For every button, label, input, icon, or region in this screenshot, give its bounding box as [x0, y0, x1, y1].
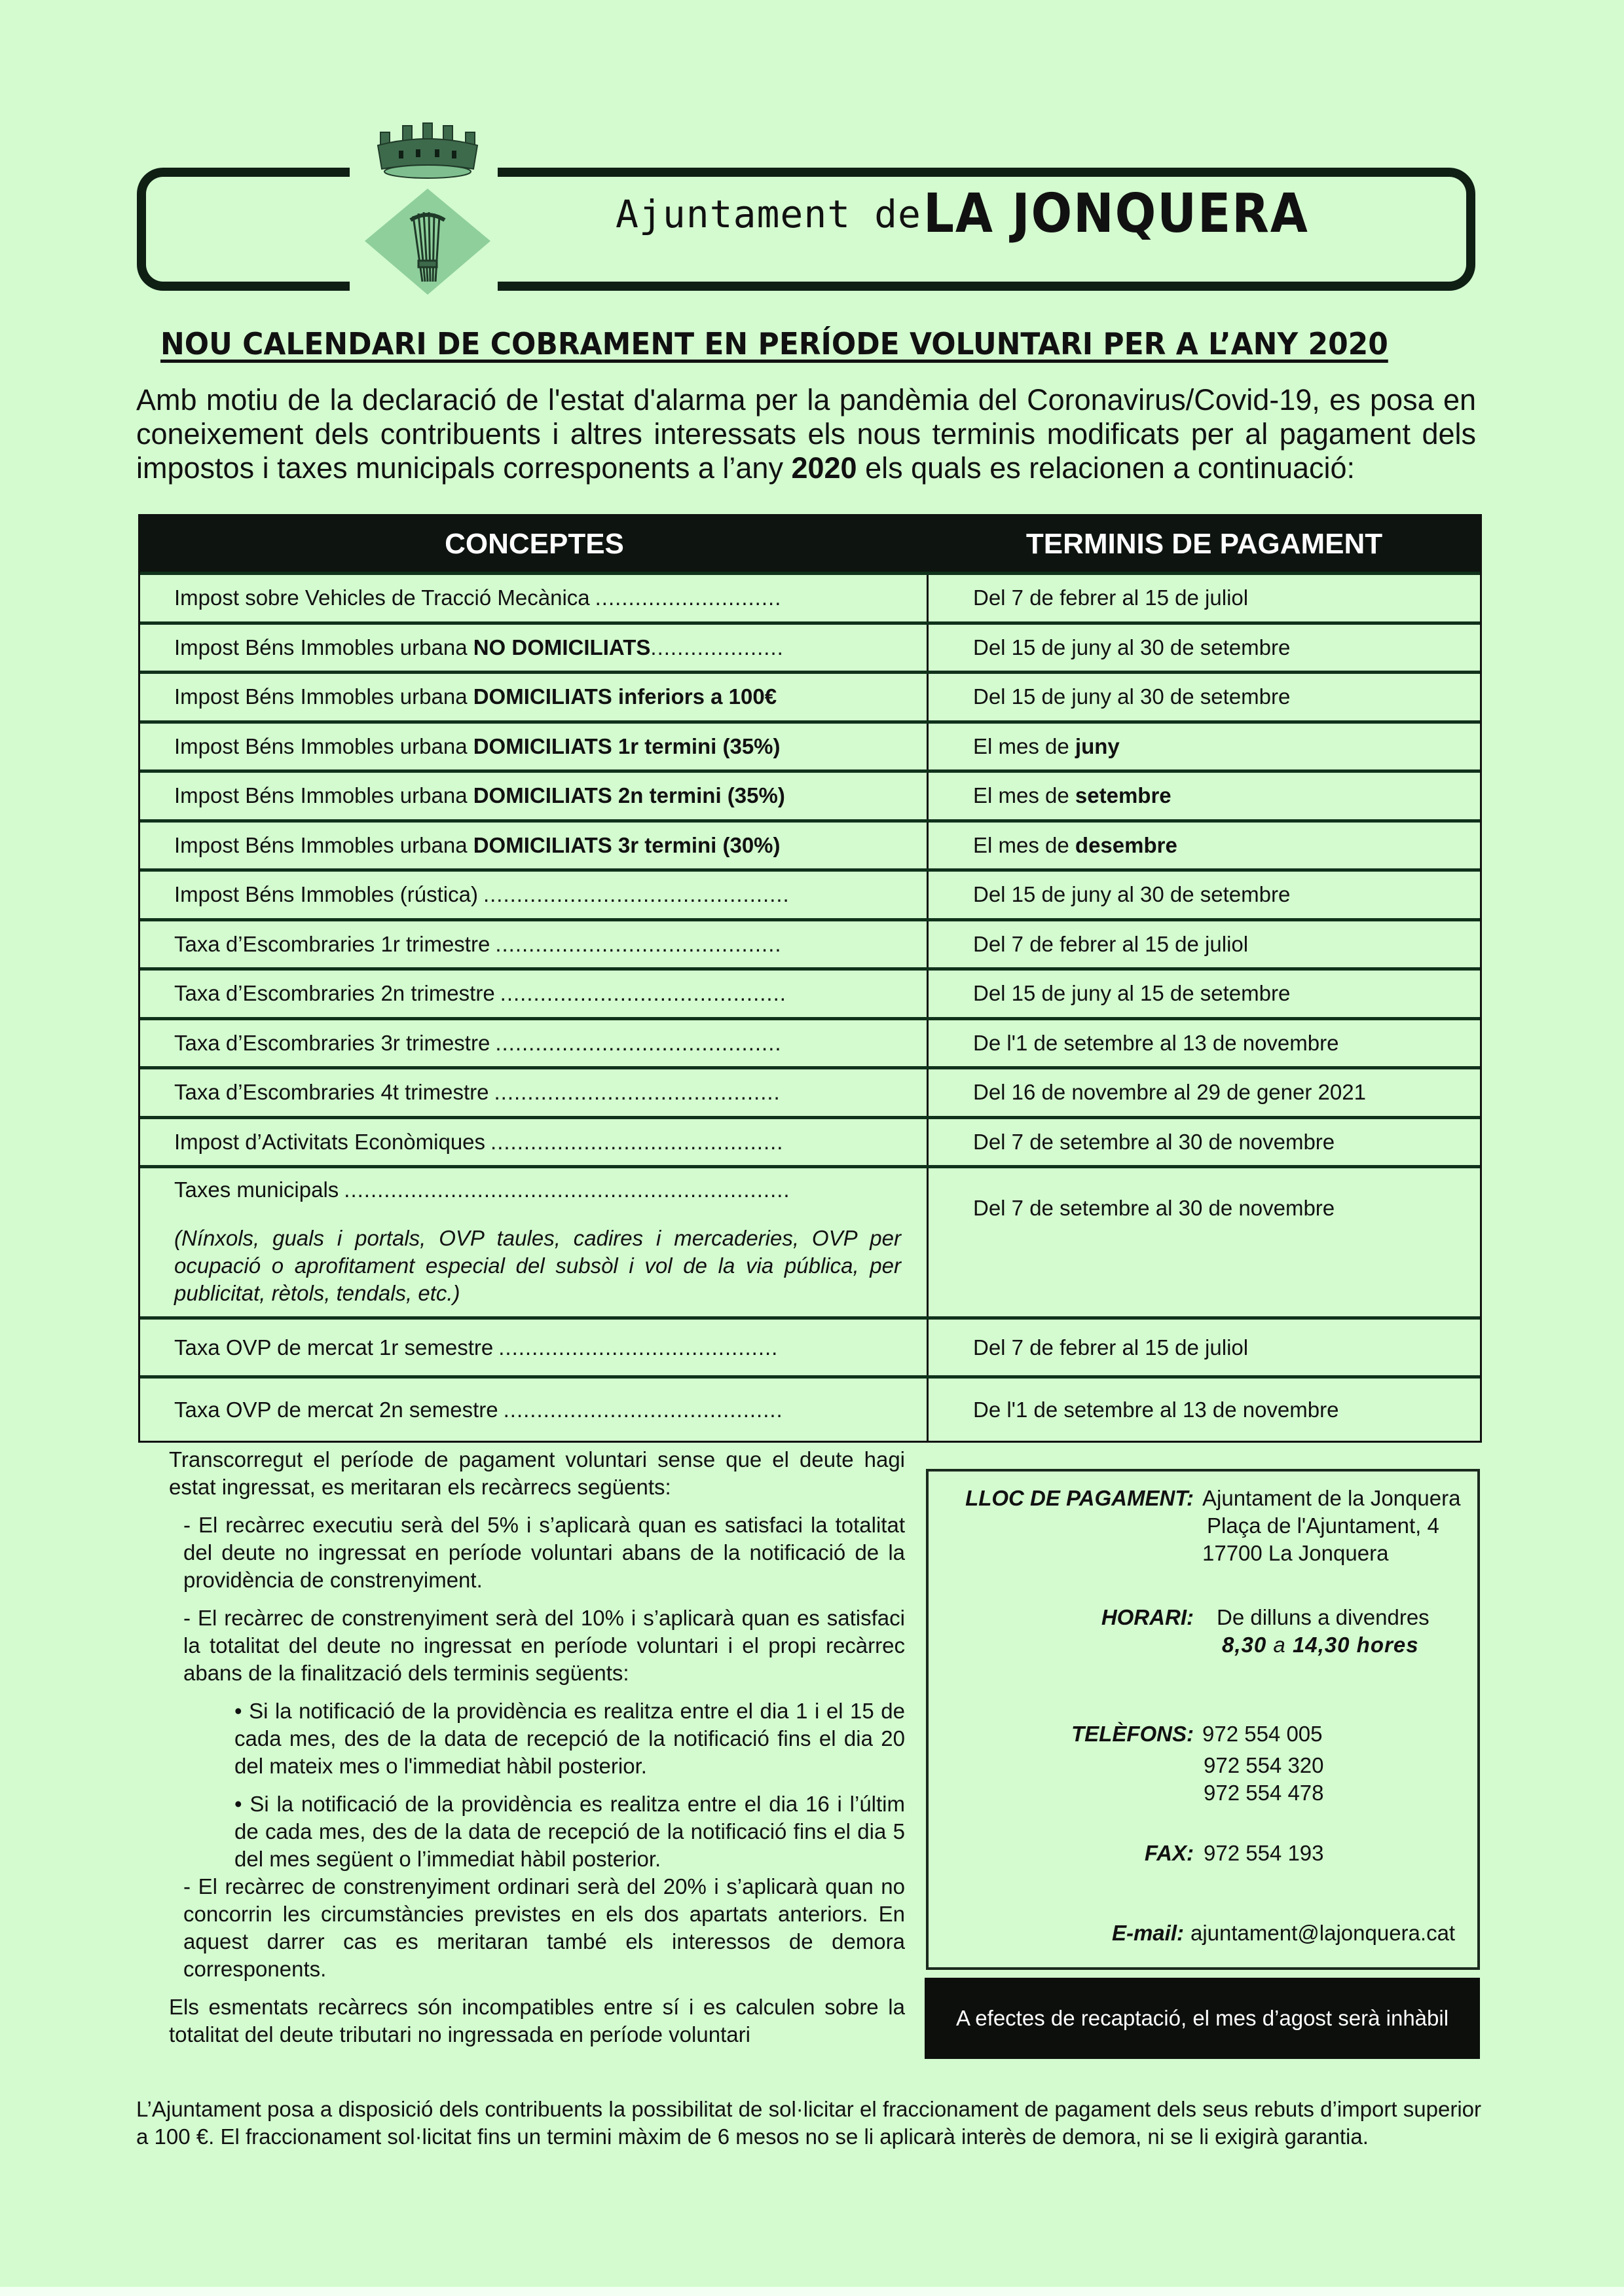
concept-text: Impost Béns Immobles urbana	[174, 783, 473, 808]
concept-text: Taxa OVP de mercat 1r semestre	[174, 1335, 494, 1360]
period-cell	[929, 1069, 1480, 1116]
frame-right-bracket	[1436, 168, 1475, 291]
table-row	[140, 918, 1480, 968]
table-header	[140, 516, 1480, 572]
concept-cell	[140, 971, 929, 1017]
hours-label: HORARI:	[1101, 1605, 1194, 1629]
concept-text: Impost sobre Vehicles de Tracció Mecànica	[174, 585, 590, 610]
period-text: De l'1 de setembre al 13 de novembre	[973, 1030, 1339, 1055]
email-address[interactable]: ajuntament@lajonquera.cat	[1190, 1921, 1456, 1945]
frame-top-right-line	[498, 168, 1441, 177]
scan-edge	[0, 2287, 1624, 2296]
concept-cell	[140, 1069, 929, 1116]
fax-number: 972 554 193	[1204, 1841, 1324, 1865]
august-notice: A efectes de recaptació, el mes d’agost serà inhàbil	[925, 1978, 1480, 2059]
leader-dots: ...........................................	[500, 981, 786, 1006]
surcharge-bullet-2: • Si la notificació de la providència es realitza entre el dia 16 i l’últim de cada mes, des de la data de recepció de la notificació fins el dia 5 del mes següent o l’immediat hàbil posterior.	[234, 1792, 905, 1871]
table-row-ovp-1	[140, 1316, 1480, 1375]
hours-from: 8,30	[1222, 1633, 1267, 1657]
period-cell: Del 7 de febrer al 15 de juliol	[973, 1335, 1249, 1360]
surcharges-intro: Transcorregut el període de pagament voluntari sense que el deute hagi estat ingressat, es meritaran els recàrrecs següents:	[169, 1447, 905, 1499]
period-cell	[929, 724, 1480, 770]
concept-text: Taxa d’Escombraries 3r trimestre	[174, 1030, 490, 1055]
period-cell: De l'1 de setembre al 13 de novembre	[973, 1397, 1339, 1422]
period-text: Del 7 de febrer al 15 de juliol	[973, 585, 1249, 610]
payment-calendar-table	[138, 514, 1482, 1443]
leader-dots: ............................	[595, 585, 782, 610]
intro-paragraph	[136, 383, 1476, 485]
period-cell: Del 7 de setembre al 30 de novembre	[973, 1196, 1335, 1220]
concept-text: Impost Béns Immobles urbana	[174, 635, 473, 659]
table-row	[140, 819, 1480, 869]
concept-text: Taxa OVP de mercat 2n semestre	[174, 1397, 498, 1422]
phone-2: 972 554 320	[1204, 1753, 1324, 1777]
installment-paragraph: L’Ajuntament posa a disposició dels contribuents la possibilitat de sol·licitar el fraccionament de pagament dels seus rebuts d’import superior a 100 €. El fraccionament sol·licitat fins un termini màxim de 6 mesos no se li aplicarà interès de demora, ni se li exigirà garantia.	[136, 2097, 1481, 2149]
concept-cell	[140, 773, 929, 819]
org-prefix: Ajuntament de	[616, 192, 921, 236]
period-text: El mes de	[973, 783, 1075, 808]
period-text: Del 16 de novembre al 29 de gener 2021	[973, 1080, 1366, 1105]
concept-text: Impost Béns Immobles urbana	[174, 733, 473, 758]
surcharges-section	[169, 1446, 905, 2048]
period-text: El mes de	[973, 832, 1075, 857]
surcharge-bullet-1: • Si la notificació de la providència es realitza entre el dia 1 i el 15 de cada mes, des de la data de recepció de la notificació fins el dia 20 del mateix mes o l'immediat hàbil posterior.	[234, 1699, 905, 1778]
surcharge-item-10: - El recàrrec de constrenyiment serà del 10% i s’aplicarà quan es satisfaci la totalitat del deute no ingressat en període voluntari i el propi recàrrec abans de la finalització dels terminis següents:	[183, 1606, 905, 1685]
period-cell	[929, 823, 1480, 869]
leader-dots: ....................	[650, 635, 784, 659]
concept-cell	[140, 724, 929, 770]
payment-place-line1: Ajuntament de la Jonquera	[1202, 1486, 1461, 1510]
concept-cell	[140, 1020, 929, 1067]
table-row	[140, 621, 1480, 671]
contact-box	[926, 1469, 1480, 1970]
hours-to: 14,30 hores	[1292, 1633, 1419, 1657]
period-cell	[929, 921, 1480, 968]
intro-text-after: els quals es relacionen a continuació:	[857, 451, 1356, 485]
concept-text: Impost Béns Immobles (rústica)	[174, 882, 478, 907]
crest-icon	[362, 118, 493, 295]
frame-bottom-right-line	[498, 282, 1441, 291]
org-name: LA JONQUERA	[923, 183, 1309, 245]
concept-cell	[140, 1119, 929, 1166]
concept-text: Taxes municipals	[174, 1177, 339, 1202]
concept-text: Taxa d’Escombraries 2n trimestre	[174, 981, 495, 1006]
period-cell	[929, 1020, 1480, 1067]
concept-bold-text: DOMICILIATS inferiors a 100€	[473, 684, 777, 709]
concept-cell	[140, 1379, 929, 1441]
leader-dots: ...........................................	[495, 931, 782, 956]
table-row	[140, 1017, 1480, 1067]
leader-dots: ............................................	[490, 1129, 784, 1154]
table-row-ovp-2	[140, 1375, 1480, 1441]
period-bold-text: desembre	[1075, 832, 1177, 857]
table-row	[140, 1116, 1480, 1166]
period-cell	[929, 575, 1480, 621]
concept-text: Impost Béns Immobles urbana	[174, 684, 473, 709]
payment-place-label: LLOC DE PAGAMENT:	[965, 1486, 1194, 1510]
period-text: Del 7 de setembre al 30 de novembre	[973, 1129, 1335, 1154]
intro-year: 2020	[791, 451, 857, 485]
period-text: Del 15 de juny al 15 de setembre	[973, 981, 1291, 1006]
hours-separator: a	[1266, 1633, 1293, 1657]
table-row	[140, 720, 1480, 770]
payment-place-line3: 17700 La Jonquera	[1202, 1541, 1389, 1565]
concept-note: (Nínxols, guals i portals, OVP taules, cadires i mercaderies, OVP per ocupació o aprofitament especial del subsòl i vol de la via pública, per publicitat, rètols, tendals, etc.)	[174, 1226, 901, 1305]
concept-cell	[140, 823, 929, 869]
surcharge-item-5: - El recàrrec executiu serà del 5% i s’aplicarà quan es satisfaci la totalitat del deute no ingressat en període voluntari abans de la notificació de la providència de constrenyiment.	[183, 1513, 905, 1592]
email-label: E-mail:	[1111, 1921, 1184, 1945]
period-cell	[929, 1119, 1480, 1166]
leader-dots: ..............................................	[483, 882, 790, 907]
header-concepts: CONCEPTES	[445, 527, 624, 560]
period-cell	[929, 971, 1480, 1017]
concept-bold-text: NO DOMICILIATS	[473, 635, 651, 659]
concept-text: Taxa d’Escombraries 1r trimestre	[174, 931, 490, 956]
period-text: El mes de	[973, 733, 1075, 758]
table-row	[140, 1066, 1480, 1116]
leader-dots: ...........................................	[494, 1080, 781, 1105]
table-row	[140, 671, 1480, 720]
hours-days: De dilluns a divendres	[1217, 1605, 1430, 1629]
surcharges-closing: Els esmentats recàrrecs són incompatibles entre sí i es calculen sobre la totalitat del deute tributari no ingressada en període voluntari	[169, 1995, 905, 2046]
period-text: Del 15 de juny al 30 de setembre	[973, 684, 1291, 709]
period-text: Del 15 de juny al 30 de setembre	[973, 635, 1291, 659]
period-cell	[929, 625, 1480, 671]
concept-bold-text: DOMICILIATS 2n termini (35%)	[473, 783, 785, 808]
concept-cell	[140, 1320, 929, 1375]
leader-dots: ...........................................	[495, 1030, 782, 1055]
period-cell	[929, 674, 1480, 720]
leader-dots: ..........................................	[503, 1397, 783, 1422]
leader-dots: ...................................................................	[344, 1177, 790, 1202]
period-bold-text: juny	[1075, 733, 1120, 758]
concept-text: Impost d’Activitats Econòmiques	[174, 1129, 486, 1154]
frame-bottom-left-line	[170, 282, 350, 291]
surcharge-item-20: - El recàrrec de constrenyiment ordinari serà del 20% i s’aplicarà quan no concorrin les circumstàncies previstes en els dos apartats anteriors. En aquest darrer cas es meritaran també els interessos de demora corresponents.	[183, 1874, 905, 1981]
period-text: Del 7 de febrer al 15 de juliol	[973, 931, 1249, 956]
intro-text-before: Amb motiu de la declaració de l'estat d'alarma per la pandèmia del Coronavirus/Covid-19, es posa en coneixement dels contribuents i altres interessats els nous terminis modificats per al pagament dels impostos i taxes municipals corresponents a l’any	[136, 383, 1476, 485]
table-row	[140, 572, 1480, 621]
header-terms: TERMINIS DE PAGAMENT	[1025, 527, 1383, 560]
table-row	[140, 868, 1480, 918]
concept-cell	[140, 674, 929, 720]
period-cell	[929, 773, 1480, 819]
frame-left-bracket	[137, 168, 176, 291]
concept-text: Taxa d’Escombraries 4t trimestre	[174, 1080, 489, 1105]
concept-cell	[140, 921, 929, 968]
period-cell	[929, 872, 1480, 918]
table-row-taxes-municipals	[140, 1165, 1480, 1316]
period-bold-text: setembre	[1075, 783, 1172, 808]
phones-label: TELÈFONS:	[1071, 1722, 1194, 1746]
phone-1: 972 554 005	[1202, 1722, 1323, 1746]
concept-cell	[140, 1168, 929, 1316]
concept-cell	[140, 575, 929, 621]
table-row	[140, 967, 1480, 1017]
concept-cell	[140, 872, 929, 918]
leader-dots: ..........................................	[498, 1335, 779, 1360]
phone-3: 972 554 478	[1204, 1781, 1324, 1805]
payment-place-line2: Plaça de l'Ajuntament, 4	[1207, 1513, 1439, 1538]
concept-text: Impost Béns Immobles urbana	[174, 832, 473, 857]
concept-bold-text: DOMICILIATS 3r termini (30%)	[473, 832, 781, 857]
frame-top-left-line	[170, 168, 350, 177]
fax-label: FAX:	[1144, 1841, 1194, 1865]
crown-icon	[378, 123, 477, 178]
table-row	[140, 769, 1480, 819]
concept-cell	[140, 625, 929, 671]
page-title: NOU CALENDARI DE COBRAMENT EN PERÍODE VOLUNTARI PER A L’ANY 2020	[160, 326, 1388, 361]
hours-time	[1222, 1631, 1419, 1659]
period-text: Del 15 de juny al 30 de setembre	[973, 882, 1291, 907]
concept-bold-text: DOMICILIATS 1r termini (35%)	[473, 733, 781, 758]
